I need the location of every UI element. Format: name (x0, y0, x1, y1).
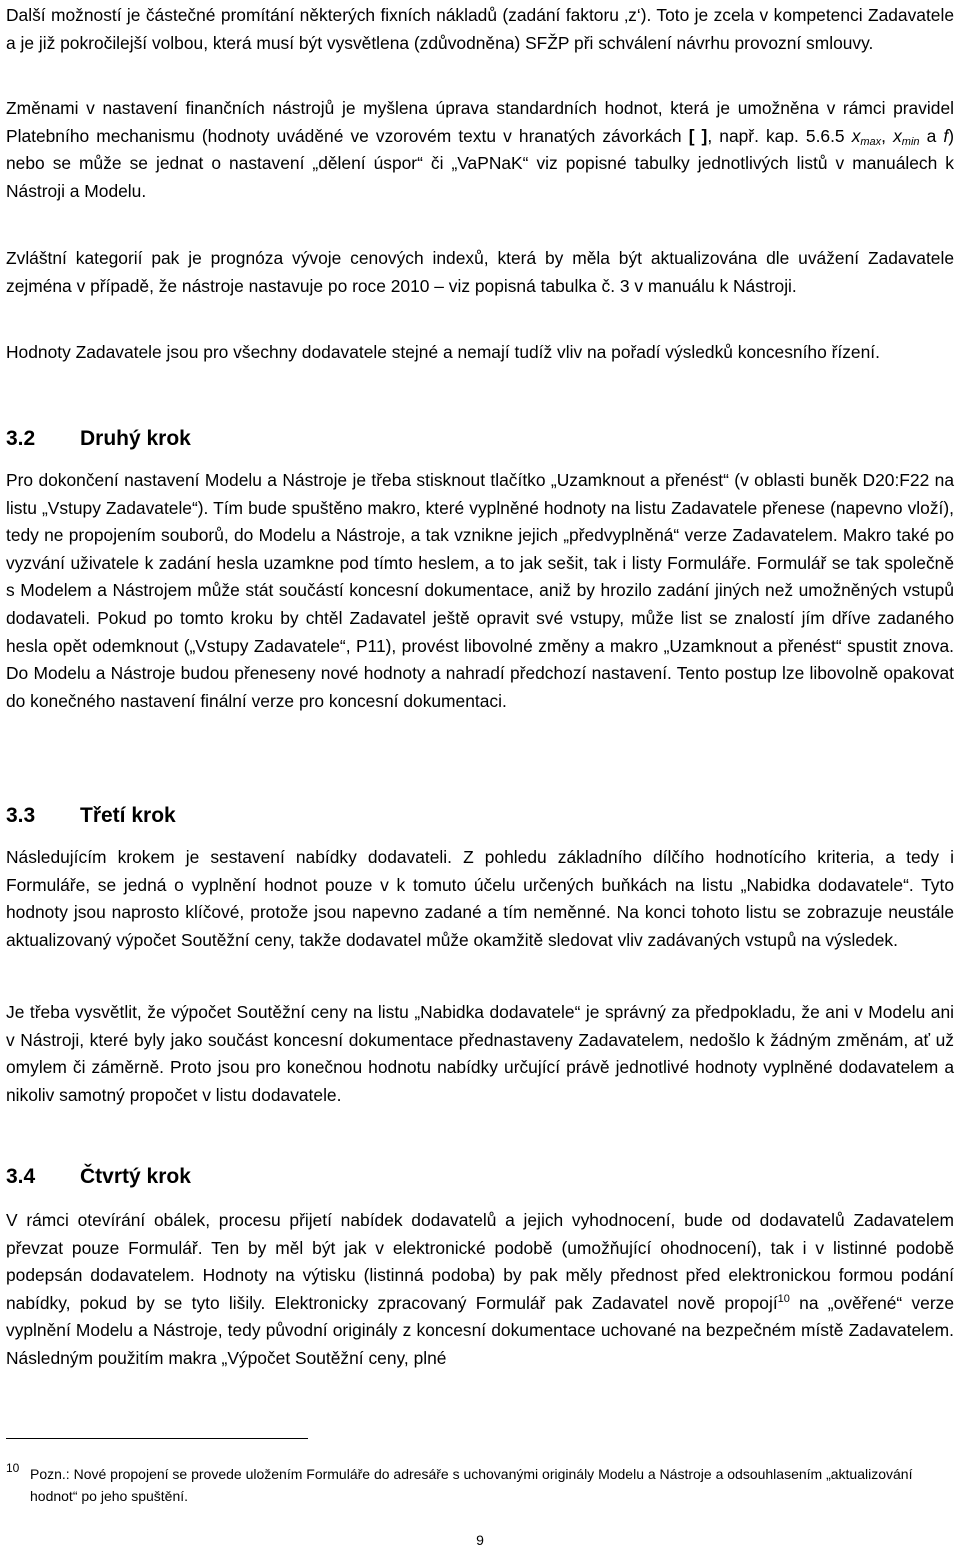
paragraph-text: ) nebo se může se jednat o nastavení „dělení úspor“ či „VaPNaK“ viz popisné tabulky jednotlivých listů v manuálech k Nástroji a Modelu. (6, 125, 954, 201)
heading-title: Třetí krok (80, 804, 176, 827)
paragraph-text: na „ověřené“ verze vyplnění Modelu a Nástroje, tedy původní originály z koncesní dokumentace uchované na bezpečném místě Zadavatelem. Následným použitím makra „Výpočet Soutěžní ceny, plné (6, 1292, 955, 1368)
paragraph-envelope-opening (6, 1207, 954, 1373)
heading-title: Čtvrtý krok (80, 1165, 191, 1188)
heading-number: 3.2 (6, 427, 36, 450)
paragraph-fixed-costs: Další možností je částečné promítání některých fixních nákladů (zadání faktoru ‚z‘). Toto je zcela v kompetenci Zadavatele a je již pokročilejší volbou, která musí být vysvětlena (zdůvodněna) SFŽP při schválení návrhu provozní smlouvy. (6, 5, 954, 53)
paragraph-competition-price: Je třeba vysvětlit, že výpočet Soutěžní ceny na listu „Nabidka dodavatele“ je správný za předpokladu, že ani v Modelu ani v Nástroji, které byly jako součást koncesní dokumentace přednastaveny Zadavatelem, nedošlo k žádným změnám, ať už omylem či záměrně. Proto jsou pro konečnou hodnotu nabídky určující právě jednotlivé hodnoty vyplněné dodavatelem a nikoliv samotný propočet v listu dodavatele. (6, 1002, 954, 1105)
heading-number: 3.3 (6, 804, 36, 827)
paragraph-values-equal: Hodnoty Zadavatele jsou pro všechny dodavatele stejné a nemají tudíž vliv na pořadí výsledků koncesního řízení. (6, 342, 880, 362)
paragraph-text: V rámci otevírání obálek, procesu přijetí nabídek dodavatelů a jejich vyhodnocení, bude od dodavatelů Zadavatelem převzat pouze Formulář. Ten by měl být jak v elektronické podobě (umožňující ohodnocení), tak i v listinné podobě podepsán dodavatelem. Hodnoty na výtisku (listinná podoba) by pak měly přednost před elektronickou formou podání nabídky, pokud by se tyto lišily. Elektronicky zpracovaný Formulář pak Zadavatel nově propojí (6, 1210, 954, 1313)
variable-f: f (943, 125, 949, 146)
heading-step-2 (6, 425, 191, 453)
subscript-min: min (901, 135, 920, 148)
paragraph-lock-transfer: Pro dokončení nastavení Modelu a Nástroje je třeba stisknout tlačítko „Uzamknout a přenést“ (v oblasti buněk D20:F22 na listu „Vstupy Zadavatele“). Tím bude spuštěno makro, které vyplněné hodnoty na listu Zadavatele přenese (napevno vloží), tedy ne propojením souborů, do Modelu a Nástroje, a tak vznikne jejich „předvyplněná“ verze Zadavatelem. Makro také po vyzvání uživatele k zadání hesla uzamkne pod tímto heslem, a to jak sešit, tak i listy Formuláře. Formulář se tak společně s Modelem a Nástrojem může stát součástí koncesní dokumentace, aniž by hrozilo zadání jiných než umožněných vstupů dodavateli. Pokud po tomto kroku by chtěl Zadavatel ještě opravit své vstupy, může list se znalostí jím dříve zadaného hesla opět odemknout („Vstupy Zadavatele“, P11), provést libovolné změny a makro „Uzamknout a přenést“ spustit znova. Do Modelu a Nástroje budou přeneseny nové hodnoty a nahradí předchozí nastavení. Tento postup lze libovolně opakovat do konečného nastavení finální verze pro koncesní dokumentaci. (6, 470, 954, 711)
heading-step-3 (6, 802, 176, 830)
heading-number: 3.4 (6, 1165, 36, 1188)
heading-title: Druhý krok (80, 427, 191, 450)
bracket-symbol: [ ] (688, 125, 708, 146)
footnote-number: 10 (6, 1461, 20, 1475)
paragraph-price-indices: Zvláštní kategorií pak je prognóza vývoje cenových indexů, která by měla být aktualizována dle uvážení Zadavatele zejména v případě, že nástroje nastavuje po roce 2010 – viz popisná tabulka č. 3 v manuálu k Nástroji. (6, 248, 954, 296)
paragraph-financial-settings (6, 95, 954, 205)
footnote (6, 1463, 954, 1507)
variable-x: x (851, 125, 861, 146)
variable-x: x (893, 125, 902, 146)
paragraph-text: , (881, 125, 894, 146)
page-number: 9 (476, 1532, 484, 1548)
subscript-max: max (860, 135, 882, 148)
paragraph-text: , např. kap. 5.6.5 (707, 125, 852, 146)
footnote-divider (6, 1438, 308, 1439)
footnote-reference[interactable]: 10 (777, 1292, 790, 1305)
heading-step-4 (6, 1163, 191, 1191)
paragraph-supplier-offer: Následujícím krokem je sestavení nabídky dodavateli. Z pohledu základního dílčího hodnotícího kriteria, a tedy i Formuláře, se jedná o vyplnění hodnot pouze v k tomuto účelu určených buňkách na listu „Nabidka dodavatele“. Tyto hodnoty jsou naprosto klíčové, protože jsou napevno zadané a tím neměnné. Na konci tohoto listu se zobrazuje neustále aktualizovaný výpočet Soutěžní ceny, takže dodavatel může okamžitě sledovat vliv zadávaných vstupů na výsledek. (6, 847, 954, 950)
paragraph-text: Změnami v nastavení finančních nástrojů je myšlena úprava standardních hodnot, která je umožněna v rámci pravidel Platebního mechanismu (hodnoty uváděné ve vzorovém textu v hranatých závorkách (6, 98, 954, 146)
footnote-text: Pozn.: Nové propojení se provede uložením Formuláře do adresáře s uchovanými originály Modelu a Nástroje a odsouhlasením „aktualizování hodnot“ po jeho spuštění. (30, 1466, 913, 1504)
paragraph-text: a (919, 125, 944, 146)
